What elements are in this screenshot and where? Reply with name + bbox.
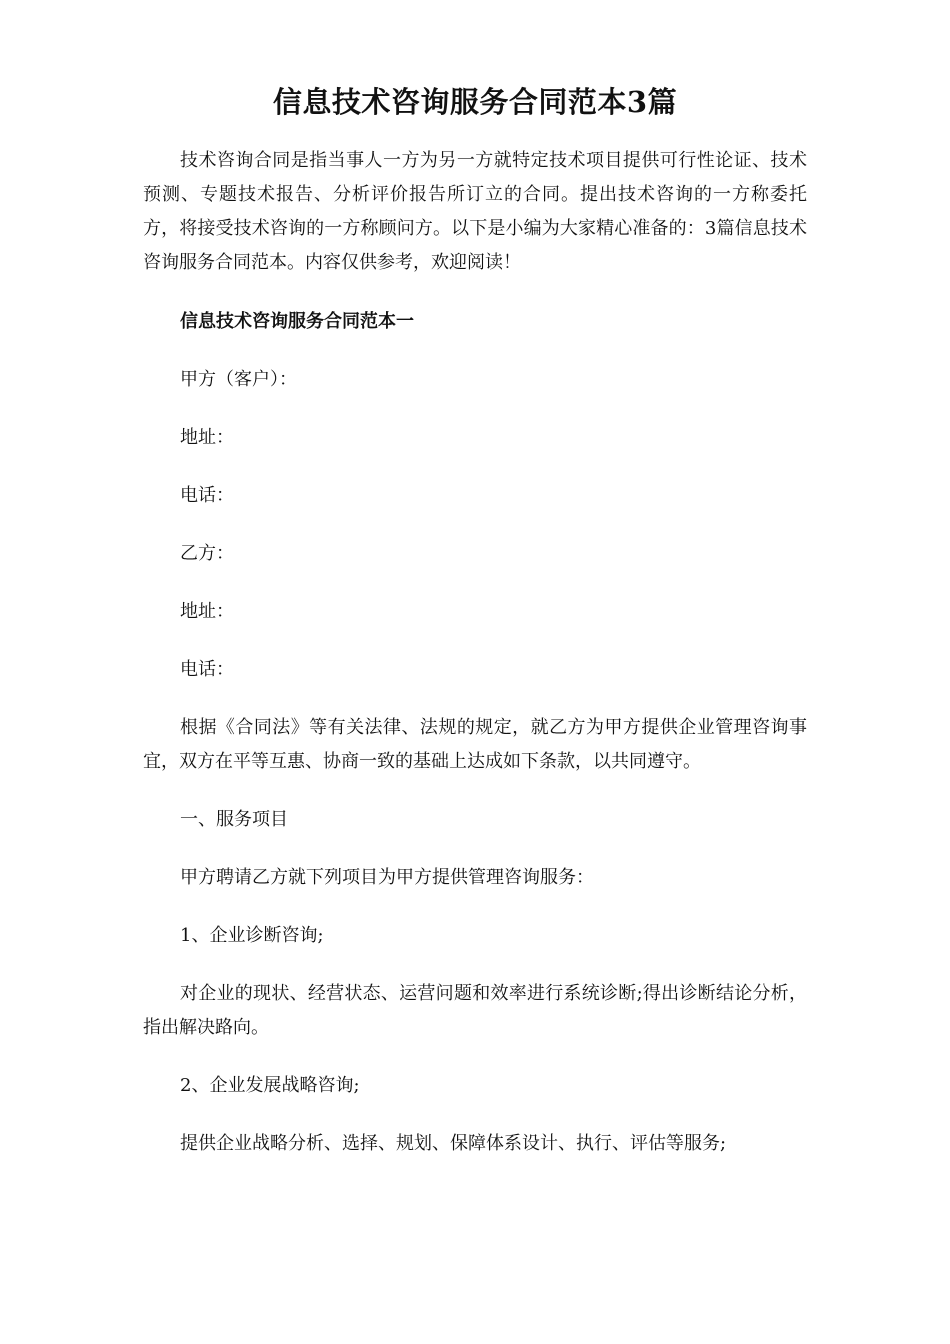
services-intro-paragraph: 甲方聘请乙方就下列项目为甲方提供管理咨询服务： <box>180 867 594 888</box>
party-a-phone-label: 电话： <box>180 485 234 506</box>
service-item-1-description: 对企业的现状、经营状态、运营问题和效率进行系统诊断;得出诊断结论分析，指出解决路向。 <box>143 983 807 1038</box>
clause-heading-services: 一、服务项目 <box>180 809 288 830</box>
service-item-2: 2、企业发展战略咨询; <box>180 1075 360 1096</box>
document-title: 信息技术咨询服务合同范本3篇 <box>272 85 678 119</box>
document-page <box>143 82 807 1185</box>
service-item-1: 1、企业诊断咨询; <box>180 925 324 946</box>
party-a-label: 甲方（客户）： <box>180 369 297 390</box>
intro-paragraph: 技术咨询合同是指当事人一方为另一方就特定技术项目提供可行性论证、技术预测、专题技术报告、分析评价报告所订立的合同。提出技术咨询的一方称委托方，将接受技术咨询的一方称顾问方。以下是小编为大家精心准备的：3篇信息技术咨询服务合同范本。内容仅供参考，欢迎阅读！ <box>143 150 807 273</box>
service-item-2-description: 提供企业战略分析、选择、规划、保障体系设计、执行、评估等服务; <box>180 1133 727 1154</box>
party-b-phone-label: 电话： <box>180 659 234 680</box>
party-b-label: 乙方： <box>180 543 234 564</box>
legal-basis-paragraph: 根据《合同法》等有关法律、法规的规定，就乙方为甲方提供企业管理咨询事宜，双方在平等互惠、协商一致的基础上达成如下条款，以共同遵守。 <box>143 717 807 772</box>
party-a-address-label: 地址： <box>180 427 234 448</box>
party-b-address-label: 地址： <box>180 601 234 622</box>
section-title: 信息技术咨询服务合同范本一 <box>180 311 414 332</box>
